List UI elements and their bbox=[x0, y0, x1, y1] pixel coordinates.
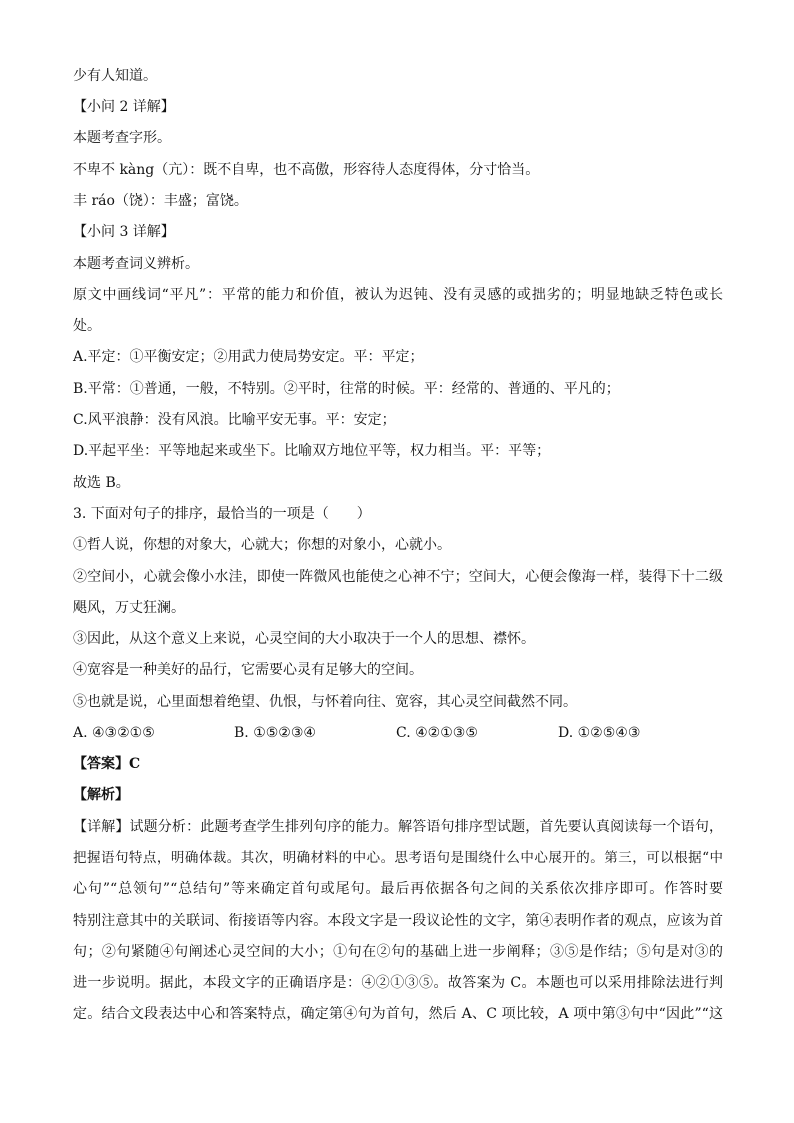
answer-line: 【答案】C bbox=[73, 756, 141, 772]
subquestion-2-heading: 【小问 2 详解】 bbox=[73, 99, 175, 115]
option-a-explanation: A.平定：①平衡安定；②用武力使局势安定。平：平定； bbox=[73, 349, 424, 365]
detail-line: 进一步说明。据此，本段文字的正确语序是：④②①③⑤。故答案为 C。本题也可以采用排除法进行判 bbox=[73, 975, 723, 991]
text-line: 处。 bbox=[73, 318, 101, 334]
option-b-explanation: B.平常：①普通，一般，不特别。②平时，往常的时候。平：经常的、普通的、平凡的； bbox=[73, 381, 620, 397]
text-line-continuation: 少有人知道。 bbox=[73, 68, 157, 84]
text-line: 不卑不 kàng（亢）：既不自卑，也不高傲，形容待人态度得体，分寸恰当。 bbox=[73, 162, 540, 178]
option-b: B. ①⑤②③④ bbox=[234, 725, 316, 741]
detail-line: 把握语句特点，明确体裁。其次，明确材料的中心。思考语句是围绕什么中心展开的。第三，可以根据“中 bbox=[73, 850, 723, 866]
option-a: A. ④③②①⑤ bbox=[73, 725, 155, 741]
option-d: D. ①②⑤④③ bbox=[558, 725, 641, 741]
sentence-4: ④宽容是一种美好的品行，它需要心灵有足够大的空间。 bbox=[73, 662, 423, 678]
detail-line: 定。结合文段表达中心和答案特点，确定第④句为首句，然后 A、C 项比较，A 项中第③句中“因此”“这 bbox=[73, 1006, 723, 1022]
detail-line: 【详解】试题分析：此题考查学生排列句序的能力。解答语句排序型试题，首先要认真阅读每一个语句， bbox=[73, 819, 723, 835]
option-d-explanation: D.平起平坐：平等地起来或坐下。比喻双方地位平等，权力相当。平：平等； bbox=[73, 443, 551, 459]
analysis-heading: 【解析】 bbox=[73, 787, 129, 803]
text-line: 故选 B。 bbox=[73, 475, 130, 491]
answer-options-row bbox=[73, 723, 723, 743]
sentence-5: ⑤也就是说，心里面想着绝望、仇恨，与怀着向往、宽容，其心灵空间截然不同。 bbox=[73, 694, 577, 710]
detail-line: 句；②句紧随④句阐述心灵空间的大小；①句在②句的基础上进一步阐释；③⑤是作结；⑤句是对③的 bbox=[73, 944, 723, 960]
text-line: 丰 ráo（饶）：丰盛；富饶。 bbox=[73, 193, 248, 209]
detail-line: 特别注意其中的关联词、衔接语等内容。本段文字是一段议论性的文字，第④表明作者的观点，应该为首 bbox=[73, 913, 723, 929]
sentence-1: ①哲人说，你想的对象大，心就大；你想的对象小，心就小。 bbox=[73, 537, 451, 553]
sentence-2-continuation: 飓风，万丈狂澜。 bbox=[73, 600, 185, 616]
option-c: C. ④②①③⑤ bbox=[396, 725, 478, 741]
subquestion-3-heading: 【小问 3 详解】 bbox=[73, 224, 175, 240]
option-c-explanation: C.风平浪静：没有风浪。比喻平安无事。平：安定； bbox=[73, 412, 396, 428]
text-line: 本题考查字形。 bbox=[73, 130, 171, 146]
text-line: 原文中画线词“平凡”：平常的能力和价值，被认为迟钝、没有灵感的或拙劣的；明显地缺乏特色或长 bbox=[73, 287, 723, 303]
text-line: 本题考查词义辨析。 bbox=[73, 256, 199, 272]
question-3-stem: 3. 下面对句子的排序，最恰当的一项是（ ） bbox=[73, 506, 371, 522]
sentence-3: ③因此，从这个意义上来说，心灵空间的大小取决于一个人的思想、襟怀。 bbox=[73, 631, 535, 647]
sentence-2: ②空间小，心就会像小水洼，即使一阵微风也能使之心神不宁；空间大，心便会像海一样，装得下十二级 bbox=[73, 569, 723, 585]
detail-line: 心句”“总领句”“总结句”等来确定首句或尾句。最后再依据各句之间的关系依次排序即可。作答时要 bbox=[73, 881, 723, 897]
